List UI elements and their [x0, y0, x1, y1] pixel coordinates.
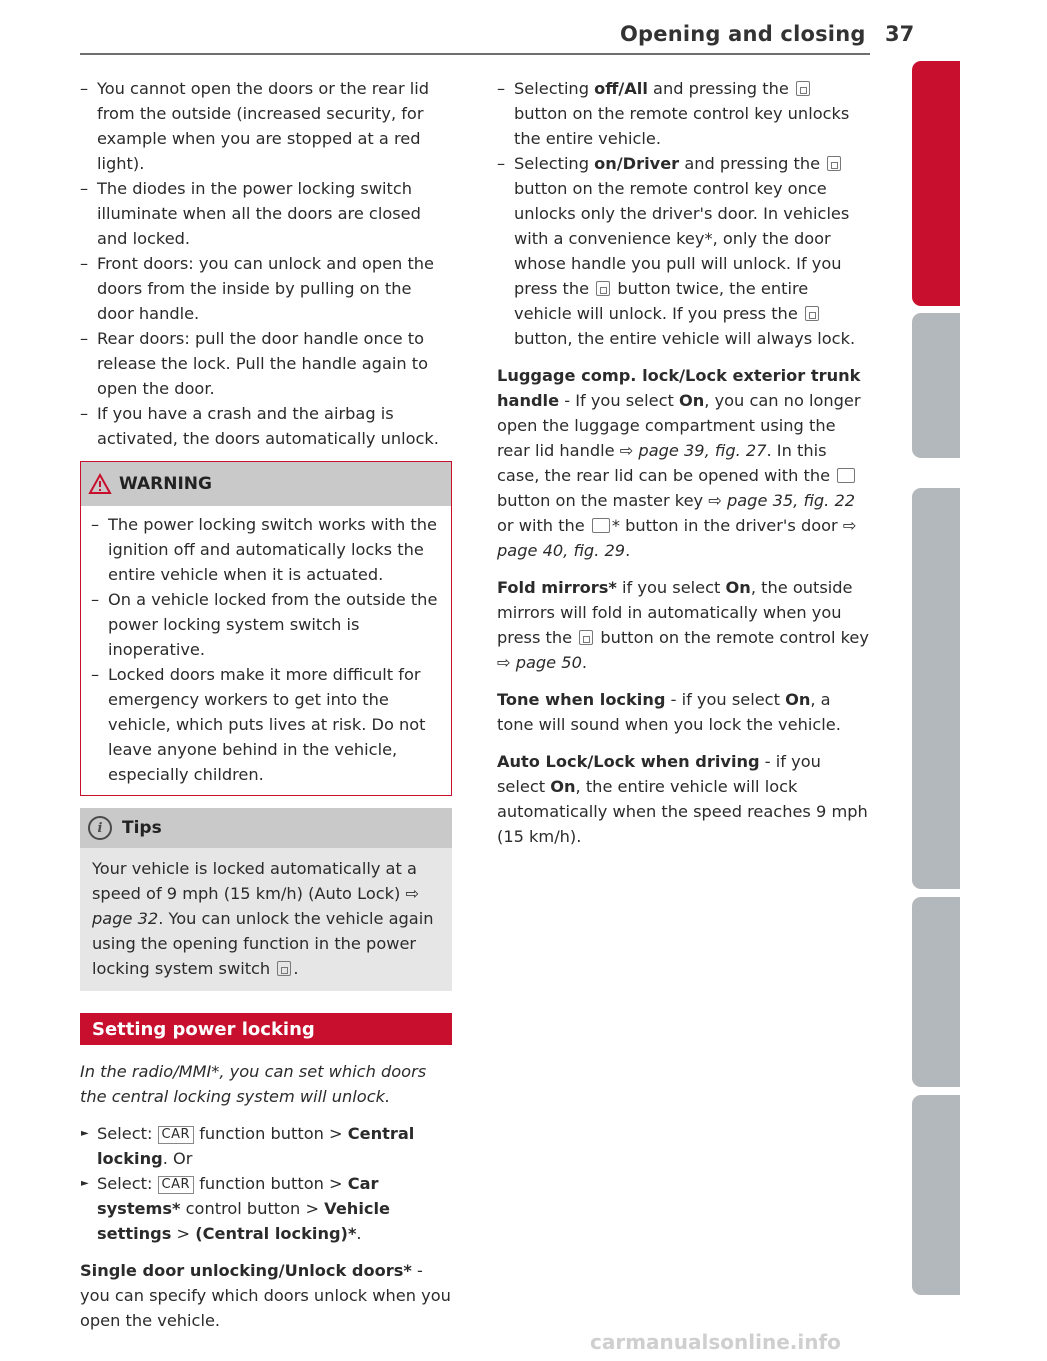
lock-button-icon — [579, 630, 593, 645]
warning-header — [81, 462, 451, 506]
power-lock-switch-icon — [277, 961, 291, 976]
car-key-label: CAR — [158, 1126, 195, 1144]
tab-vehicle-operation[interactable]: Vehicle operation — [912, 488, 960, 738]
unlock-button-icon — [796, 81, 810, 96]
list-item: – Locked doors make it more difficult for emergency workers to get into the vehicle, which puts lives at risk. Do not leave anyone behind in the vehicle, especially children. — [91, 662, 441, 787]
tab-do-it-yourself-service[interactable]: Do-it-yourself service — [912, 897, 960, 1087]
luggage-paragraph: Luggage comp. lock/Lock exterior trunk handle - If you select On, you can no longer open the luggage compartment using the rear lid handle ⇨ page 39, fig. 27. In this case, the rear lid can be opened with the button on the master key ⇨ page 35, fig. 22 or with the * button in the driver's door ⇨ page 40, fig. 29. — [497, 366, 861, 560]
step-list — [80, 1121, 452, 1246]
tips-header — [80, 808, 452, 848]
list-item: – Selecting off/All and pressing the button on the remote control key unlocks the entire vehicle. — [497, 76, 869, 151]
step-item: ► Select: CAR function button > Central locking. Or — [80, 1121, 452, 1171]
list-item: – Rear doors: pull the door handle once to release the lock. Pull the handle again to open the door. — [80, 326, 452, 401]
auto-lock-paragraph: Auto Lock/Lock when driving - if you select On, the entire vehicle will lock automatically when the speed reaches 9 mph (15 km/h). — [497, 752, 868, 846]
tips-box — [80, 808, 452, 991]
page-number: 37 — [885, 22, 915, 46]
tab-safety-first[interactable]: Safety first — [912, 313, 960, 458]
left-column — [80, 76, 452, 1345]
trunk-button-icon — [837, 468, 855, 483]
list-item: – On a vehicle locked from the outside the power locking system switch is inoperative. — [91, 587, 441, 662]
section-header-title: Opening and closing — [620, 22, 866, 46]
info-icon: i — [88, 816, 112, 840]
warning-list — [91, 512, 441, 787]
fold-mirrors-paragraph: Fold mirrors* if you select On, the outside mirrors will fold in automatically when you press the button on the remote control key ⇨ page 50. — [497, 578, 869, 672]
single-door-paragraph: Single door unlocking/Unlock doors* - you can specify which doors unlock when you open the vehicle. — [80, 1261, 451, 1330]
tips-text: Your vehicle is locked automatically at a speed of 9 mph (15 km/h) (Auto Lock) ⇨ page 32. You can unlock the vehicle again using the opening function in the power locking system switch . — [92, 859, 434, 978]
unlock-option-list — [497, 76, 869, 351]
warning-title: WARNING — [119, 473, 212, 494]
section-intro: In the radio/MMI*, you can set which doors the central locking system will unlock. — [80, 1062, 427, 1106]
right-column — [497, 76, 869, 861]
list-item: – If you have a crash and the airbag is activated, the doors automatically unlock. — [80, 401, 452, 451]
list-item: – You cannot open the doors or the rear lid from the outside (increased security, for example when you are stopped at a red light). — [80, 76, 452, 176]
watermark: carmanualsonline.info — [590, 1330, 841, 1354]
unlock-button-icon — [596, 281, 610, 296]
unlock-button-icon — [827, 156, 841, 171]
list-item: – The power locking switch works with the ignition off and automatically locks the entire vehicle when it is actuated. — [91, 512, 441, 587]
section-heading: Setting power locking — [80, 1013, 452, 1045]
car-key-label: CAR — [158, 1176, 195, 1194]
step-item: ► Select: CAR function button > Car systems* control button > Vehicle settings > (Central locking)*. — [80, 1171, 452, 1246]
page-reference: ⇨ page 32 — [92, 884, 420, 928]
list-item: – Selecting on/Driver and pressing the button on the remote control key once unlocks only the driver's door. In vehicles with a convenience key*, only the door whose handle you pull will unlock. If you press the button twice, the entire vehicle will unlock. If you press the button, the entire vehicle will always lock. — [497, 151, 869, 351]
tips-title: Tips — [122, 817, 162, 838]
list-item: – Front doors: you can unlock and open the doors from the inside by pulling on the door handle. — [80, 251, 452, 326]
trunk-button-icon — [592, 518, 610, 533]
tone-paragraph: Tone when locking - if you select On, a tone will sound when you lock the vehicle. — [497, 690, 841, 734]
list-item: – The diodes in the power locking switch illuminate when all the doors are closed and locked. — [80, 176, 452, 251]
warning-box — [80, 461, 452, 796]
header-divider — [80, 53, 870, 55]
tab-technical-data[interactable]: Technical data — [912, 1095, 960, 1295]
tab-controls-and-equipment[interactable]: Controls and equipment — [912, 61, 960, 306]
lock-button-icon — [805, 306, 819, 321]
warning-triangle-icon — [89, 474, 111, 494]
intro-bullet-list — [80, 76, 452, 451]
tab-vehicle-care[interactable]: Vehicle care — [912, 699, 960, 889]
